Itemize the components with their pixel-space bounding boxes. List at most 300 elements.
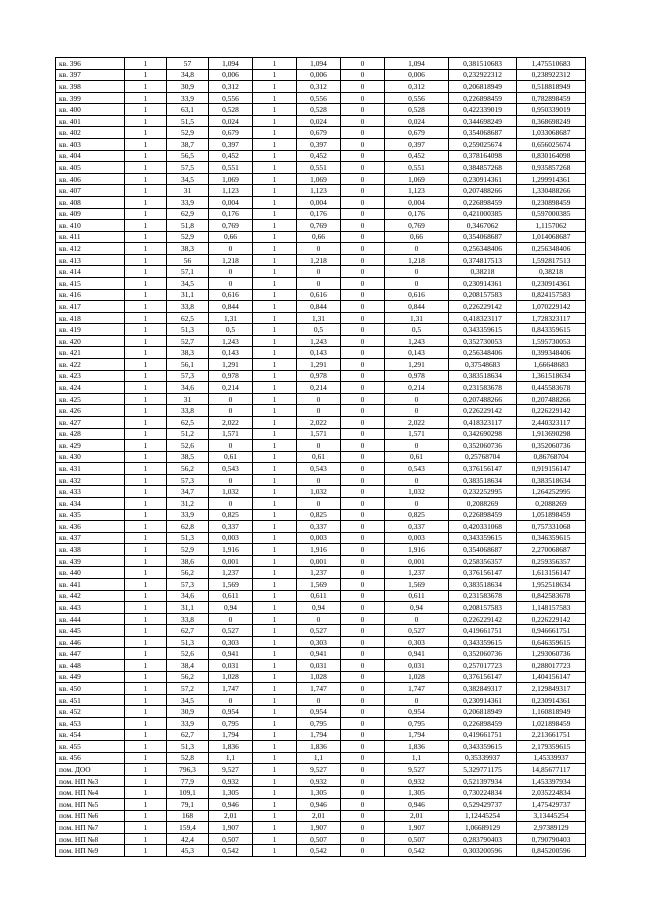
- cell-area: 31,1: [167, 602, 209, 614]
- cell-area: 38,6: [167, 555, 209, 567]
- cell-unit-label: кв. 453: [56, 717, 125, 729]
- cell-value-b: 0,006: [297, 69, 341, 81]
- cell-share: 0,382849317: [449, 683, 517, 695]
- cell-value-b: 0: [297, 474, 341, 486]
- cell-unit-label: кв. 449: [56, 671, 125, 683]
- cell-value-a: 1,916: [209, 544, 253, 556]
- table-row: [56, 544, 586, 556]
- cell-value-d: 1,31: [385, 312, 449, 324]
- cell-factor: 1: [253, 370, 297, 382]
- cell-area: 62,7: [167, 729, 209, 741]
- table-row: [56, 810, 586, 822]
- cell-area: 31,2: [167, 497, 209, 509]
- cell-unit-label: кв. 411: [56, 231, 125, 243]
- cell-area: 57,2: [167, 683, 209, 695]
- table-row: [56, 440, 586, 452]
- cell-total: 0,946661751: [517, 625, 586, 637]
- cell-value-c: 0: [341, 301, 385, 313]
- cell-count: 1: [125, 405, 167, 417]
- cell-factor: 1: [253, 845, 297, 857]
- cell-count: 1: [125, 625, 167, 637]
- cell-unit-label: кв. 416: [56, 289, 125, 301]
- cell-unit-label: кв. 454: [56, 729, 125, 741]
- cell-value-b: 0,397: [297, 139, 341, 151]
- cell-unit-label: кв. 398: [56, 81, 125, 93]
- cell-value-b: 0,303: [297, 636, 341, 648]
- cell-count: 1: [125, 822, 167, 834]
- cell-area: 56,1: [167, 359, 209, 371]
- table-row: [56, 567, 586, 579]
- cell-value-a: 0,543: [209, 463, 253, 475]
- cell-value-a: 1,747: [209, 683, 253, 695]
- cell-factor: 1: [253, 521, 297, 533]
- cell-unit-label: кв. 408: [56, 196, 125, 208]
- cell-value-d: 0,941: [385, 648, 449, 660]
- cell-area: 34,7: [167, 486, 209, 498]
- cell-value-b: 1,836: [297, 741, 341, 753]
- cell-count: 1: [125, 243, 167, 255]
- table-row: [56, 845, 586, 857]
- cell-area: 52,8: [167, 752, 209, 764]
- cell-value-d: 0,679: [385, 127, 449, 139]
- cell-count: 1: [125, 428, 167, 440]
- cell-share: 0,383518634: [449, 474, 517, 486]
- cell-value-c: 0: [341, 509, 385, 521]
- cell-factor: 1: [253, 393, 297, 405]
- cell-factor: 1: [253, 602, 297, 614]
- table-row: [56, 324, 586, 336]
- table-row: [56, 277, 586, 289]
- table-row: [56, 474, 586, 486]
- cell-count: 1: [125, 440, 167, 452]
- cell-value-d: 1,569: [385, 579, 449, 591]
- cell-count: 1: [125, 509, 167, 521]
- cell-unit-label: кв. 420: [56, 335, 125, 347]
- cell-unit-label: кв. 443: [56, 602, 125, 614]
- table-body: [56, 58, 586, 857]
- cell-share: 0,343359615: [449, 532, 517, 544]
- cell-share: 0,384857268: [449, 162, 517, 174]
- cell-total: 2,440323117: [517, 416, 586, 428]
- cell-factor: 1: [253, 196, 297, 208]
- cell-value-b: 1,747: [297, 683, 341, 695]
- cell-unit-label: кв. 423: [56, 370, 125, 382]
- cell-factor: 1: [253, 266, 297, 278]
- cell-value-b: 9,527: [297, 764, 341, 776]
- cell-unit-label: кв. 434: [56, 497, 125, 509]
- cell-total: 0,2088269: [517, 497, 586, 509]
- cell-factor: 1: [253, 162, 297, 174]
- cell-share: 0,226898459: [449, 509, 517, 521]
- cell-area: 51,3: [167, 636, 209, 648]
- cell-value-a: 1,1: [209, 752, 253, 764]
- cell-value-c: 0: [341, 764, 385, 776]
- cell-value-c: 0: [341, 69, 385, 81]
- cell-count: 1: [125, 81, 167, 93]
- cell-factor: 1: [253, 613, 297, 625]
- cell-factor: 1: [253, 822, 297, 834]
- table-row: [56, 69, 586, 81]
- cell-value-d: 0,006: [385, 69, 449, 81]
- cell-value-c: 0: [341, 567, 385, 579]
- cell-value-a: 0: [209, 440, 253, 452]
- cell-total: 1,299914361: [517, 173, 586, 185]
- cell-count: 1: [125, 579, 167, 591]
- cell-unit-label: кв. 404: [56, 150, 125, 162]
- cell-value-b: 1,907: [297, 822, 341, 834]
- cell-value-b: 0,941: [297, 648, 341, 660]
- cell-share: 0,38218: [449, 266, 517, 278]
- cell-count: 1: [125, 289, 167, 301]
- table-row: [56, 254, 586, 266]
- cell-share: 0,419661751: [449, 729, 517, 741]
- cell-value-b: 0,452: [297, 150, 341, 162]
- cell-area: 57,1: [167, 266, 209, 278]
- cell-value-d: 0,954: [385, 706, 449, 718]
- cell-value-b: 2,01: [297, 810, 341, 822]
- cell-value-b: 1,123: [297, 185, 341, 197]
- cell-share: 0,383518634: [449, 579, 517, 591]
- cell-value-b: 1,237: [297, 567, 341, 579]
- cell-area: 33,9: [167, 196, 209, 208]
- cell-value-b: 0,769: [297, 220, 341, 232]
- table-row: [56, 683, 586, 695]
- cell-area: 52,9: [167, 231, 209, 243]
- cell-count: 1: [125, 359, 167, 371]
- cell-value-a: 0,001: [209, 555, 253, 567]
- cell-value-a: 0: [209, 694, 253, 706]
- cell-value-d: 0,397: [385, 139, 449, 151]
- cell-unit-label: кв. 396: [56, 58, 125, 70]
- cell-unit-label: кв. 439: [56, 555, 125, 567]
- cell-total: 0,518818949: [517, 81, 586, 93]
- table-row: [56, 694, 586, 706]
- cell-share: 0,376156147: [449, 671, 517, 683]
- cell-share: 0,376156147: [449, 463, 517, 475]
- cell-total: 0,346359615: [517, 532, 586, 544]
- cell-factor: 1: [253, 231, 297, 243]
- cell-share: 0,419661751: [449, 625, 517, 637]
- cell-value-d: 1,218: [385, 254, 449, 266]
- cell-share: 0,25768704: [449, 451, 517, 463]
- cell-count: 1: [125, 393, 167, 405]
- cell-total: 0,86768704: [517, 451, 586, 463]
- cell-area: 56,2: [167, 567, 209, 579]
- cell-value-b: 0,507: [297, 833, 341, 845]
- cell-value-b: 0,004: [297, 196, 341, 208]
- cell-share: 0,303200596: [449, 845, 517, 857]
- cell-factor: 1: [253, 347, 297, 359]
- cell-value-b: 0,978: [297, 370, 341, 382]
- cell-value-a: 0: [209, 613, 253, 625]
- cell-value-c: 0: [341, 810, 385, 822]
- cell-value-a: 0,5: [209, 324, 253, 336]
- cell-factor: 1: [253, 277, 297, 289]
- cell-value-d: 1,305: [385, 787, 449, 799]
- cell-value-d: 0,337: [385, 521, 449, 533]
- table-row: [56, 752, 586, 764]
- cell-total: 2,179359615: [517, 741, 586, 753]
- cell-unit-label: кв. 441: [56, 579, 125, 591]
- cell-value-b: 1,218: [297, 254, 341, 266]
- table-row: [56, 220, 586, 232]
- cell-share: 0,354068687: [449, 127, 517, 139]
- cell-value-a: 0,61: [209, 451, 253, 463]
- cell-value-b: 0,556: [297, 92, 341, 104]
- cell-total: 2,129849317: [517, 683, 586, 695]
- cell-value-c: 0: [341, 266, 385, 278]
- cell-share: 0,226229142: [449, 405, 517, 417]
- cell-factor: 1: [253, 289, 297, 301]
- cell-factor: 1: [253, 474, 297, 486]
- cell-area: 31,1: [167, 289, 209, 301]
- cell-count: 1: [125, 486, 167, 498]
- cell-value-d: 0,5: [385, 324, 449, 336]
- cell-value-c: 0: [341, 173, 385, 185]
- cell-factor: 1: [253, 416, 297, 428]
- cell-share: 0,37548683: [449, 359, 517, 371]
- cell-total: 0,399348406: [517, 347, 586, 359]
- cell-share: 0,206818949: [449, 706, 517, 718]
- cell-share: 0,521397934: [449, 775, 517, 787]
- cell-area: 34,5: [167, 694, 209, 706]
- cell-value-d: 0,312: [385, 81, 449, 93]
- cell-area: 33,9: [167, 509, 209, 521]
- cell-value-a: 1,836: [209, 741, 253, 753]
- cell-value-a: 0,551: [209, 162, 253, 174]
- cell-value-d: 0,844: [385, 301, 449, 313]
- cell-total: 1,66648683: [517, 359, 586, 371]
- cell-value-b: 0,542: [297, 845, 341, 857]
- cell-value-d: 0,543: [385, 463, 449, 475]
- cell-count: 1: [125, 301, 167, 313]
- cell-total: 0,368698249: [517, 115, 586, 127]
- cell-area: 57,3: [167, 579, 209, 591]
- cell-value-c: 0: [341, 393, 385, 405]
- cell-count: 1: [125, 590, 167, 602]
- cell-area: 51,3: [167, 324, 209, 336]
- cell-unit-label: кв. 456: [56, 752, 125, 764]
- cell-unit-label: кв. 430: [56, 451, 125, 463]
- cell-unit-label: кв. 451: [56, 694, 125, 706]
- table-row: [56, 717, 586, 729]
- cell-factor: 1: [253, 787, 297, 799]
- cell-value-a: 0,556: [209, 92, 253, 104]
- cell-unit-label: кв. 421: [56, 347, 125, 359]
- cell-unit-label: кв. 445: [56, 625, 125, 637]
- cell-area: 52,6: [167, 648, 209, 660]
- cell-share: 0,3467062: [449, 220, 517, 232]
- cell-value-d: 1,747: [385, 683, 449, 695]
- cell-factor: 1: [253, 717, 297, 729]
- cell-value-a: 2,022: [209, 416, 253, 428]
- table-row: [56, 775, 586, 787]
- cell-value-a: 1,569: [209, 579, 253, 591]
- cell-value-c: 0: [341, 613, 385, 625]
- cell-value-d: 0,825: [385, 509, 449, 521]
- table-row: [56, 579, 586, 591]
- table-row: [56, 115, 586, 127]
- cell-unit-label: кв. 400: [56, 104, 125, 116]
- cell-value-c: 0: [341, 590, 385, 602]
- cell-value-a: 1,305: [209, 787, 253, 799]
- table-row: [56, 127, 586, 139]
- cell-value-d: 1,123: [385, 185, 449, 197]
- cell-value-c: 0: [341, 602, 385, 614]
- cell-unit-label: кв. 431: [56, 463, 125, 475]
- cell-value-a: 0: [209, 277, 253, 289]
- cell-value-b: 0,61: [297, 451, 341, 463]
- cell-share: 0,208157583: [449, 289, 517, 301]
- cell-factor: 1: [253, 741, 297, 753]
- cell-factor: 1: [253, 555, 297, 567]
- cell-value-c: 0: [341, 277, 385, 289]
- cell-count: 1: [125, 92, 167, 104]
- cell-value-d: 1,237: [385, 567, 449, 579]
- cell-factor: 1: [253, 104, 297, 116]
- cell-value-b: 0,825: [297, 509, 341, 521]
- cell-factor: 1: [253, 567, 297, 579]
- cell-unit-label: кв. 415: [56, 277, 125, 289]
- cell-value-c: 0: [341, 694, 385, 706]
- cell-share: 1,12445254: [449, 810, 517, 822]
- cell-total: 1,453397934: [517, 775, 586, 787]
- cell-area: 30,9: [167, 706, 209, 718]
- cell-count: 1: [125, 648, 167, 660]
- cell-value-b: 1,243: [297, 335, 341, 347]
- cell-value-a: 9,527: [209, 764, 253, 776]
- table-row: [56, 208, 586, 220]
- cell-factor: 1: [253, 810, 297, 822]
- cell-value-a: 0,954: [209, 706, 253, 718]
- cell-value-d: 0,143: [385, 347, 449, 359]
- cell-value-a: 1,094: [209, 58, 253, 70]
- cell-total: 0,830164098: [517, 150, 586, 162]
- cell-value-b: 1,569: [297, 579, 341, 591]
- table-row: [56, 58, 586, 70]
- cell-value-c: 0: [341, 845, 385, 857]
- cell-share: 0,231583678: [449, 382, 517, 394]
- cell-value-b: 0,528: [297, 104, 341, 116]
- cell-area: 51,5: [167, 115, 209, 127]
- cell-factor: 1: [253, 69, 297, 81]
- cell-count: 1: [125, 162, 167, 174]
- cell-count: 1: [125, 266, 167, 278]
- cell-value-d: 1,069: [385, 173, 449, 185]
- cell-factor: 1: [253, 729, 297, 741]
- cell-total: 0,259356357: [517, 555, 586, 567]
- cell-value-c: 0: [341, 660, 385, 672]
- cell-value-b: 0,844: [297, 301, 341, 313]
- cell-total: 1,033068687: [517, 127, 586, 139]
- cell-area: 62,5: [167, 312, 209, 324]
- cell-value-b: 0,679: [297, 127, 341, 139]
- table-row: [56, 521, 586, 533]
- table-row: [56, 787, 586, 799]
- table-row: [56, 451, 586, 463]
- cell-factor: 1: [253, 173, 297, 185]
- cell-value-b: 1,571: [297, 428, 341, 440]
- cell-value-d: 1,032: [385, 486, 449, 498]
- cell-value-a: 1,794: [209, 729, 253, 741]
- cell-value-a: 1,243: [209, 335, 253, 347]
- cell-value-b: 0,031: [297, 660, 341, 672]
- cell-unit-label: кв. 424: [56, 382, 125, 394]
- cell-value-a: 0,769: [209, 220, 253, 232]
- cell-share: 0,226898459: [449, 196, 517, 208]
- cell-count: 1: [125, 463, 167, 475]
- cell-unit-label: кв. 405: [56, 162, 125, 174]
- cell-value-c: 0: [341, 741, 385, 753]
- cell-count: 1: [125, 254, 167, 266]
- cell-share: 0,343359615: [449, 741, 517, 753]
- cell-unit-label: кв. 438: [56, 544, 125, 556]
- cell-total: 0,230898459: [517, 196, 586, 208]
- cell-total: 0,597000385: [517, 208, 586, 220]
- table-row: [56, 196, 586, 208]
- cell-total: 0,919156147: [517, 463, 586, 475]
- cell-value-b: 1,094: [297, 58, 341, 70]
- cell-factor: 1: [253, 220, 297, 232]
- cell-area: 38,5: [167, 451, 209, 463]
- cell-factor: 1: [253, 660, 297, 672]
- cell-value-c: 0: [341, 104, 385, 116]
- cell-value-b: 0: [297, 243, 341, 255]
- cell-share: 0,352730053: [449, 335, 517, 347]
- cell-total: 1,475510683: [517, 58, 586, 70]
- table-row: [56, 301, 586, 313]
- cell-value-d: 0,004: [385, 196, 449, 208]
- cell-factor: 1: [253, 775, 297, 787]
- cell-factor: 1: [253, 301, 297, 313]
- cell-area: 51,3: [167, 532, 209, 544]
- cell-total: 0,288017723: [517, 660, 586, 672]
- cell-value-c: 0: [341, 92, 385, 104]
- cell-value-c: 0: [341, 833, 385, 845]
- table-row: [56, 370, 586, 382]
- cell-factor: 1: [253, 81, 297, 93]
- cell-value-c: 0: [341, 440, 385, 452]
- cell-area: 62,9: [167, 208, 209, 220]
- cell-factor: 1: [253, 451, 297, 463]
- cell-area: 42,4: [167, 833, 209, 845]
- cell-unit-label: кв. 403: [56, 139, 125, 151]
- cell-value-d: 0,769: [385, 220, 449, 232]
- table-row: [56, 463, 586, 475]
- cell-area: 52,9: [167, 127, 209, 139]
- cell-count: 1: [125, 347, 167, 359]
- cell-value-c: 0: [341, 683, 385, 695]
- table-row: [56, 706, 586, 718]
- cell-value-d: 0: [385, 405, 449, 417]
- cell-unit-label: пом. НП №9: [56, 845, 125, 857]
- cell-value-d: 1,836: [385, 741, 449, 753]
- cell-unit-label: кв. 437: [56, 532, 125, 544]
- cell-area: 45,3: [167, 845, 209, 857]
- cell-factor: 1: [253, 706, 297, 718]
- cell-factor: 1: [253, 579, 297, 591]
- cell-factor: 1: [253, 92, 297, 104]
- table-row: [56, 393, 586, 405]
- cell-area: 77,9: [167, 775, 209, 787]
- cell-share: 0,256348406: [449, 243, 517, 255]
- cell-total: 2,213661751: [517, 729, 586, 741]
- cell-value-b: 0: [297, 497, 341, 509]
- cell-value-a: 1,291: [209, 359, 253, 371]
- cell-area: 57,5: [167, 162, 209, 174]
- cell-area: 56,5: [167, 150, 209, 162]
- cell-area: 62,8: [167, 521, 209, 533]
